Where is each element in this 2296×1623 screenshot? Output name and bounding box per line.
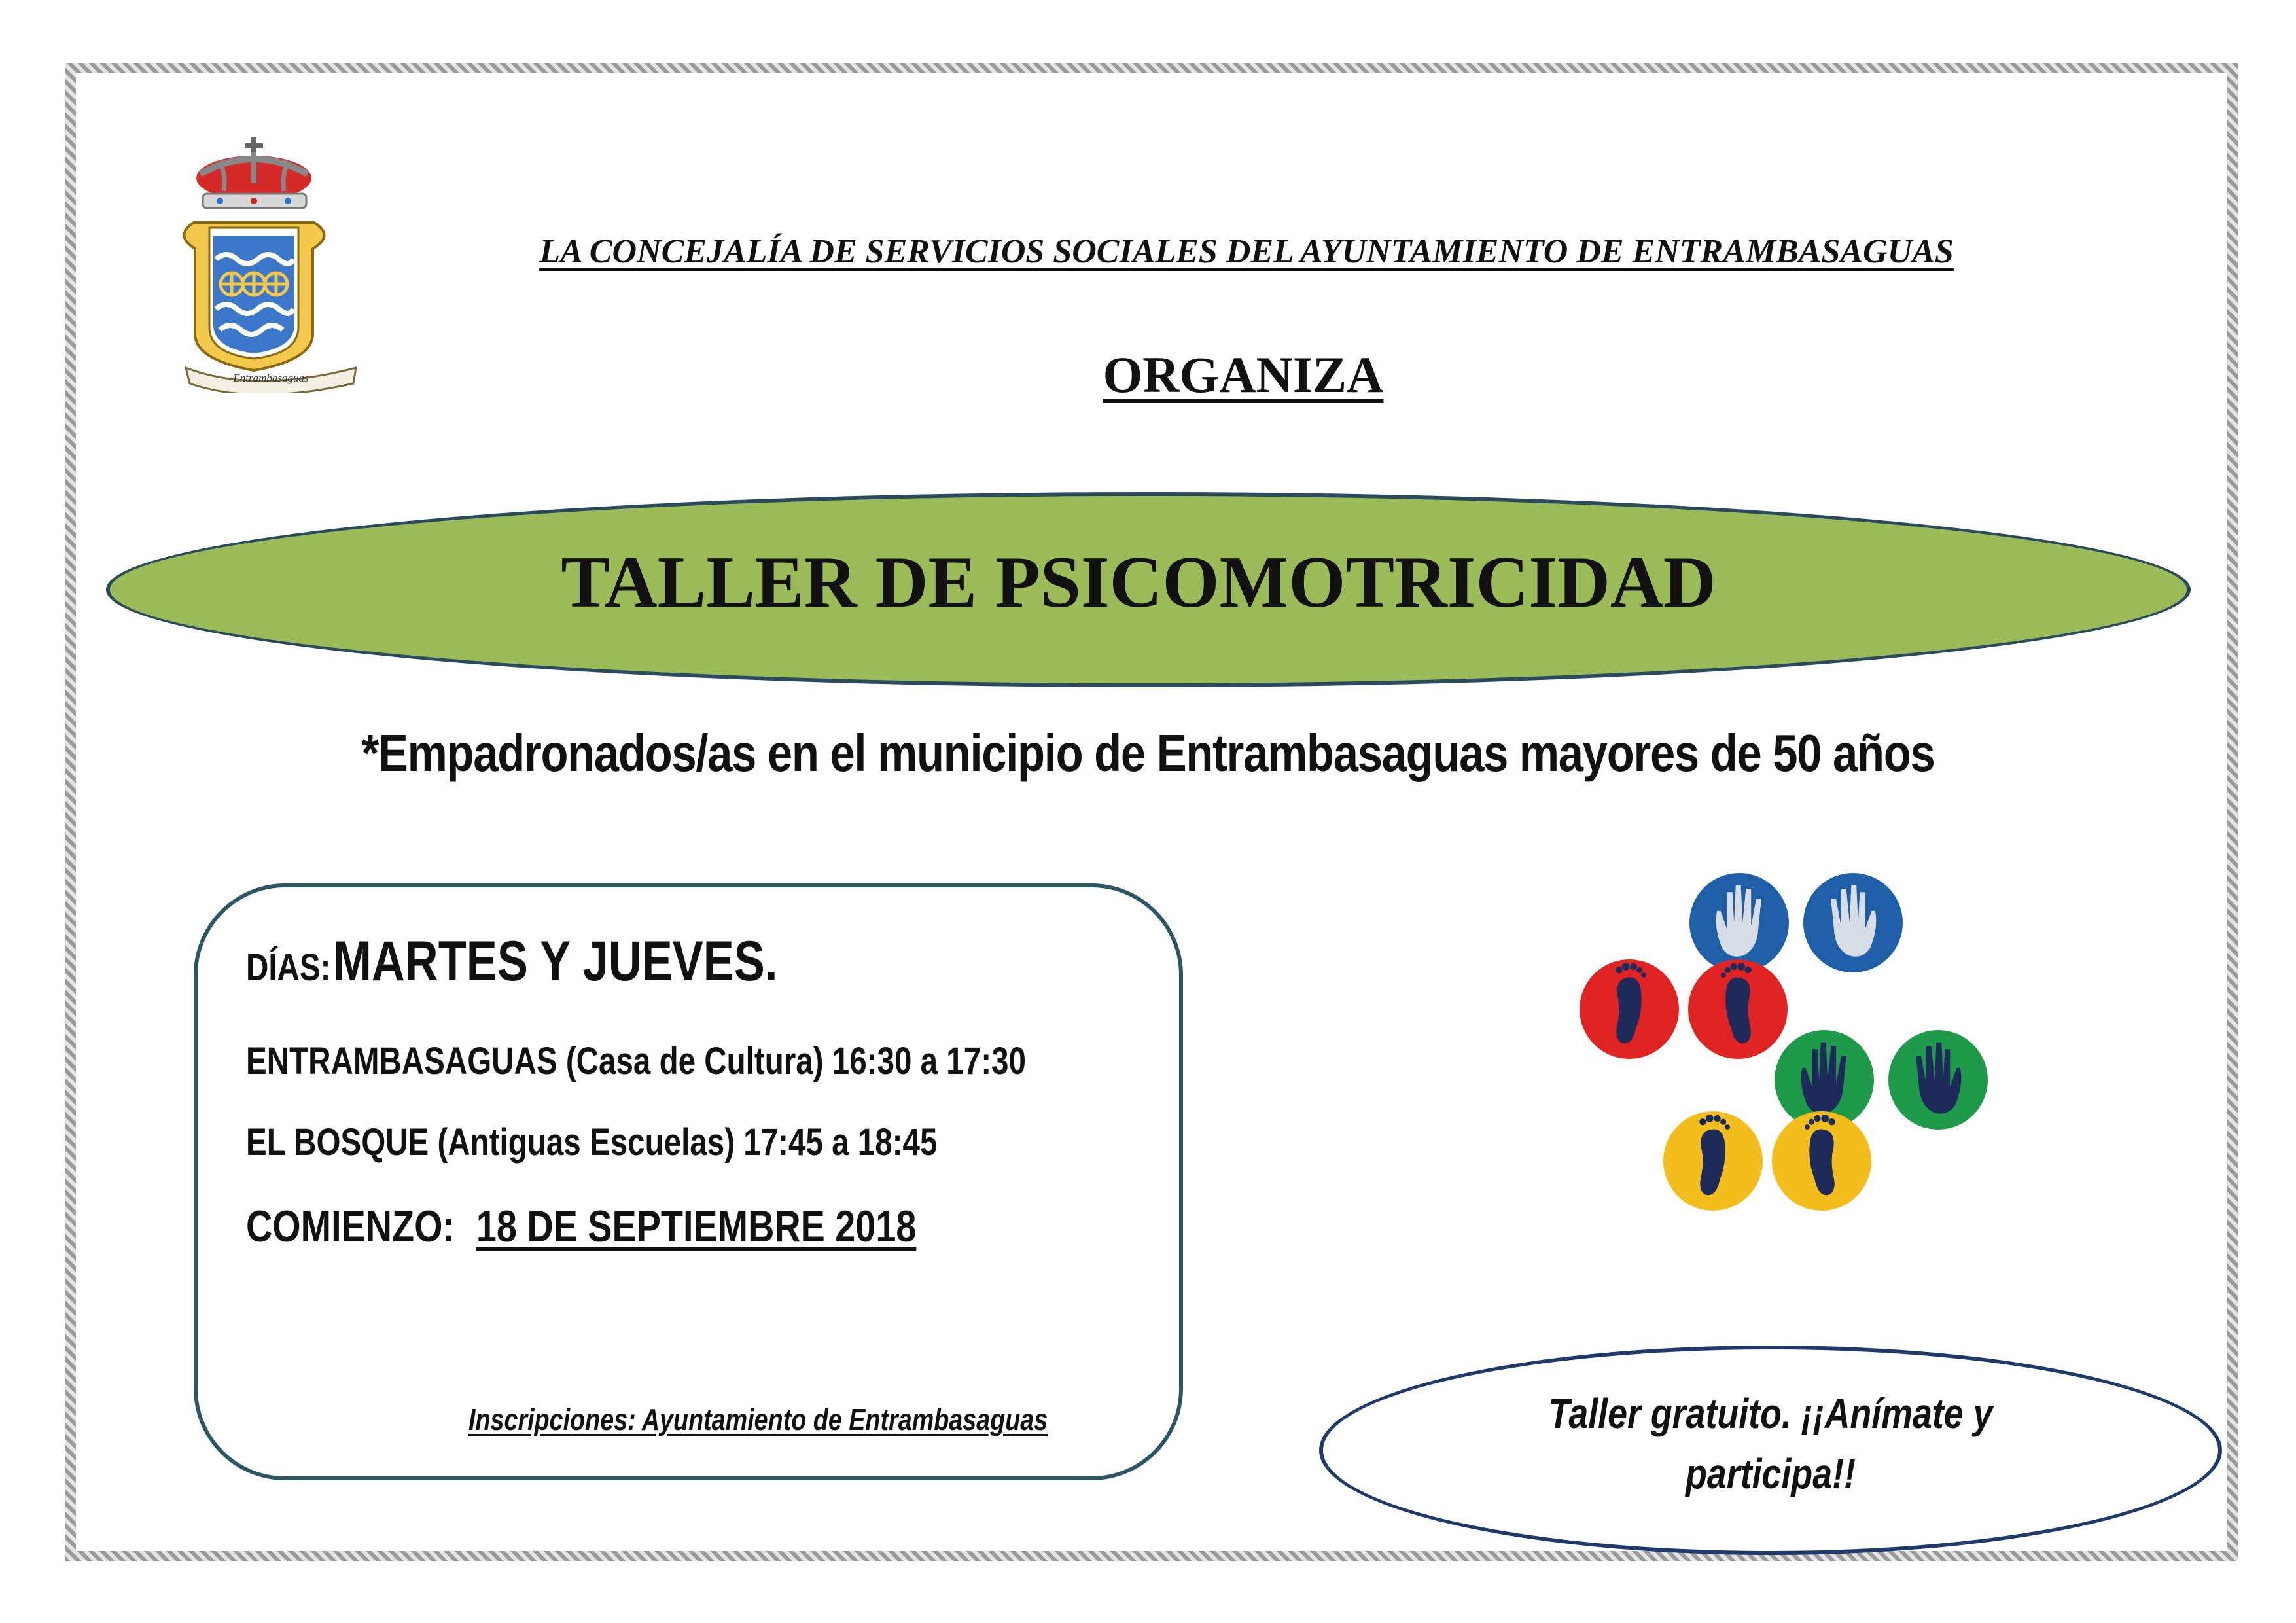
schedule-entrambasaguas: ENTRAMBASAGUAS (Casa de Cultura) 16:30 a 17:30 [246,1040,1026,1082]
start-date: 18 DE SEPTIEMBRE 2018 [476,1202,917,1251]
foot-marker-red-icon [1580,959,1679,1059]
hand-marker-blue-icon [1803,873,1903,972]
organiza-heading: ORGANIZA [1103,346,1384,403]
foot-marker-red-icon [1688,959,1788,1059]
days-line [246,929,777,994]
hand-marker-blue-icon [1689,873,1789,972]
workshop-title: TALLER DE PSICOMOTRICIDAD [561,541,1716,623]
audience-text: *Empadronados/as en el municipio de Entrambasaguas mayores de 50 años [361,724,1935,782]
start-label: COMIENZO: [246,1202,455,1251]
days-label: DÍAS: [246,946,331,989]
crest-ribbon-text: Entrambasaguas [233,372,309,384]
foot-marker-yellow-icon [1663,1111,1763,1211]
registration-note: Inscripciones: Ayuntamiento de Entrambasaguas [468,1402,1048,1436]
organizer-heading: LA CONCEJALÍA DE SERVICIOS SOCIALES DEL AYUNTAMIENTO DE ENTRAMBASAGUAS [539,233,1954,270]
hand-marker-green-icon [1888,1030,1988,1130]
crown-icon [196,137,311,208]
schedule-el-bosque: EL BOSQUE (Antiguas Escuelas) 17:45 a 18:45 [246,1121,938,1164]
days-value: MARTES Y JUEVES. [333,930,778,993]
callout-text: Taller gratuito. ¡¡Anímate y participa!! [1548,1390,1993,1497]
start-line [246,1201,916,1252]
foot-marker-yellow-icon [1772,1111,1871,1211]
coat-of-arms-logo [181,137,361,393]
free-workshop-callout [1319,1346,2222,1555]
hand-foot-markers-illustration [1570,870,2015,1224]
wheel-icon [221,273,287,295]
title-ellipse [106,492,2191,687]
